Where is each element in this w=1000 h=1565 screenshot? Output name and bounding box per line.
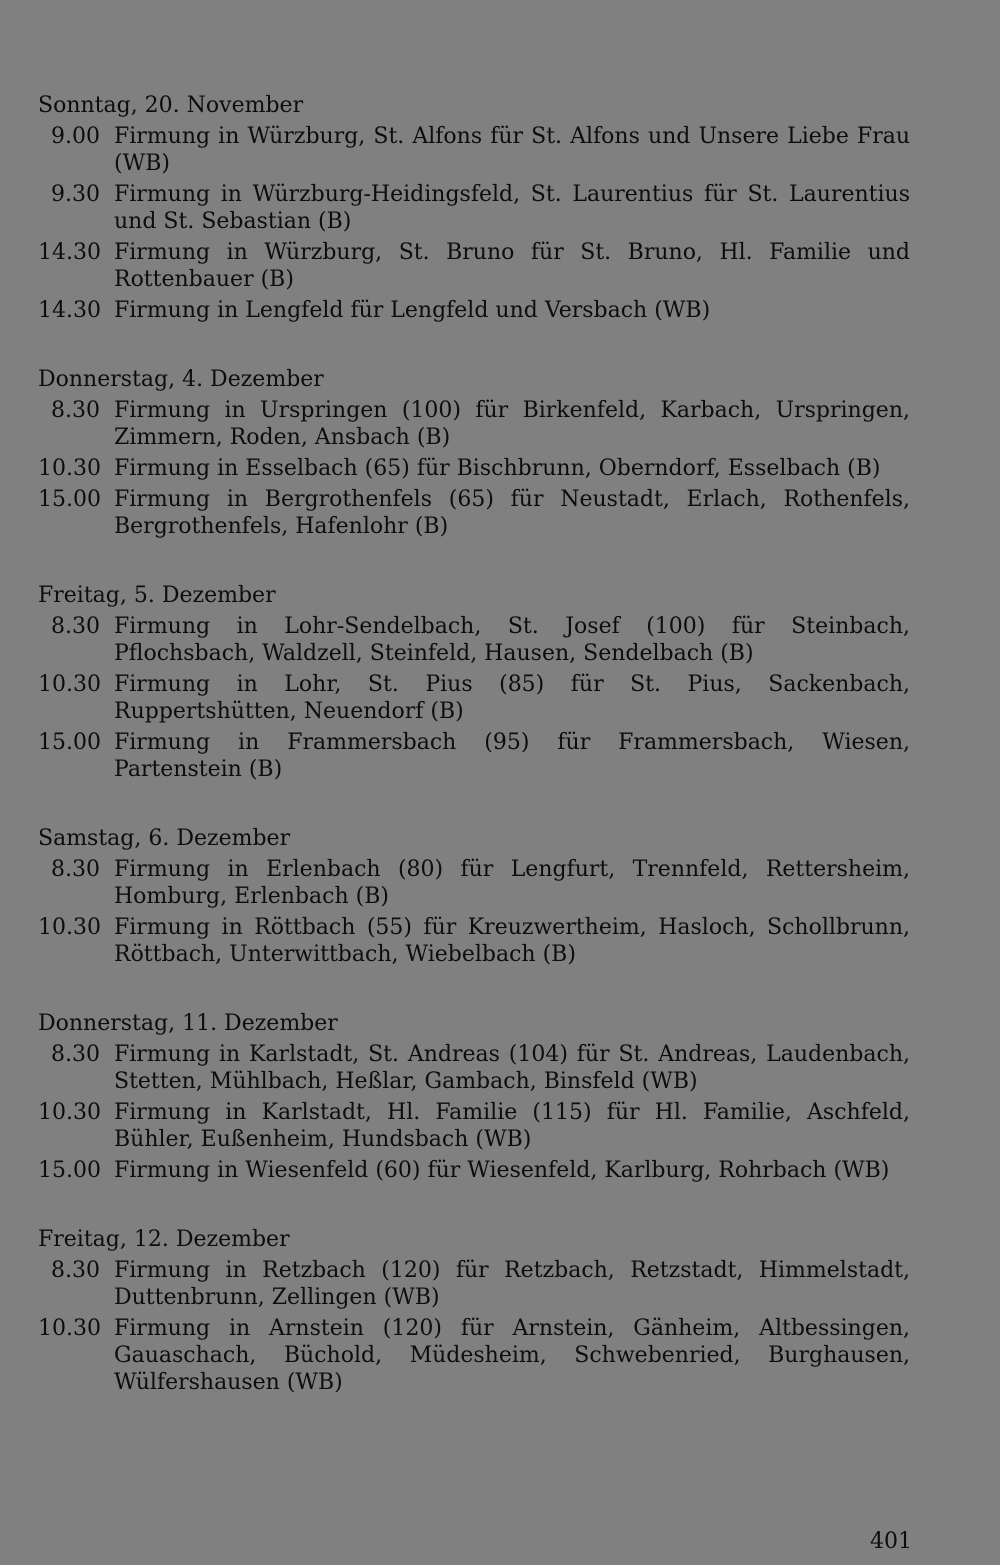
entry-time: 8.30 <box>51 398 100 423</box>
day-heading: Freitag, 5. Dezember <box>38 583 276 608</box>
schedule-entry <box>38 1099 910 1153</box>
entry-text: Firmung in Lengfeld für Lengfeld und Versbach (WB) <box>114 298 711 323</box>
entry-time: 15.00 <box>38 730 101 755</box>
entry-text: Firmung in Esselbach (65) für Bischbrunn, Oberndorf, Esselbach (B) <box>114 456 881 481</box>
entry-time: 8.30 <box>51 614 100 639</box>
schedule-entry <box>38 239 910 293</box>
schedule-entry <box>38 455 910 482</box>
entry-time: 15.00 <box>38 1158 101 1183</box>
page-number: 401 <box>870 1529 912 1554</box>
entry-time: 14.30 <box>38 298 101 323</box>
entry-text: Firmung in Bergrothenfels (65) für Neustadt, Erlach, Rothenfels, Bergrothenfels, Hafenlohr (B) <box>114 487 910 539</box>
entry-time: 9.30 <box>51 182 100 207</box>
schedule-entry <box>38 1157 910 1184</box>
entry-time: 8.30 <box>51 1042 100 1067</box>
entry-time: 10.30 <box>38 1316 101 1341</box>
entry-time: 8.30 <box>51 1258 100 1283</box>
entry-time: 10.30 <box>38 1100 101 1125</box>
schedule-entry <box>38 397 910 451</box>
day-section <box>38 825 910 968</box>
day-section <box>38 582 910 783</box>
entry-time: 8.30 <box>51 857 100 882</box>
schedule-entry <box>38 181 910 235</box>
entry-time: 10.30 <box>38 672 101 697</box>
schedule-entry <box>38 297 910 324</box>
day-section <box>38 366 910 540</box>
entry-text: Firmung in Röttbach (55) für Kreuzwertheim, Hasloch, Schollbrunn, Röttbach, Unterwittbach, Wiebelbach (B) <box>114 915 910 967</box>
day-heading: Donnerstag, 4. Dezember <box>38 367 324 392</box>
schedule-entry <box>38 613 910 667</box>
day-section <box>38 1010 910 1184</box>
entry-text: Firmung in Retzbach (120) für Retzbach, Retzstadt, Himmelstadt, Duttenbrunn, Zellingen (WB) <box>114 1258 910 1310</box>
schedule-entry <box>38 1315 910 1396</box>
entry-text: Firmung in Karlstadt, Hl. Familie (115) für Hl. Familie, Aschfeld, Bühler, Eußenheim, Hundsbach (WB) <box>114 1100 910 1152</box>
entry-time: 9.00 <box>51 124 100 149</box>
entry-text: Firmung in Frammersbach (95) für Frammersbach, Wiesen, Partenstein (B) <box>114 730 910 782</box>
day-heading: Freitag, 12. Dezember <box>38 1227 290 1252</box>
entry-text: Firmung in Würzburg, St. Alfons für St. Alfons und Unsere Liebe Frau (WB) <box>114 124 910 176</box>
schedule-entry <box>38 1041 910 1095</box>
day-heading: Donnerstag, 11. Dezember <box>38 1011 338 1036</box>
entry-text: Firmung in Karlstadt, St. Andreas (104) für St. Andreas, Laudenbach, Stetten, Mühlbach, Heßlar, Gambach, Binsfeld (WB) <box>114 1042 910 1094</box>
schedule <box>38 92 910 1396</box>
entry-time: 14.30 <box>38 240 101 265</box>
entry-text: Firmung in Lohr-Sendelbach, St. Josef (100) für Steinbach, Pflochsbach, Waldzell, Steinfeld, Hausen, Sendelbach (B) <box>114 614 910 666</box>
entry-text: Firmung in Urspringen (100) für Birkenfeld, Karbach, Urspringen, Zimmern, Roden, Ansbach (B) <box>114 398 910 450</box>
entry-time: 10.30 <box>38 915 101 940</box>
schedule-entry <box>38 729 910 783</box>
entry-time: 10.30 <box>38 456 101 481</box>
entry-text: Firmung in Arnstein (120) für Arnstein, Gänheim, Altbessingen, Gauaschach, Büchold, Müdesheim, Schwebenried, Burghausen, Wülfershausen (WB) <box>114 1316 910 1395</box>
schedule-entry <box>38 486 910 540</box>
day-heading: Sonntag, 20. November <box>38 93 304 118</box>
entry-text: Firmung in Würzburg, St. Bruno für St. Bruno, Hl. Familie und Rottenbauer (B) <box>114 240 910 292</box>
entry-text: Firmung in Würzburg-Heidingsfeld, St. Laurentius für St. Laurentius und St. Sebastian (B) <box>114 182 910 234</box>
schedule-entry <box>38 1257 910 1311</box>
entry-text: Firmung in Wiesenfeld (60) für Wiesenfeld, Karlburg, Rohrbach (WB) <box>114 1158 890 1183</box>
schedule-entry <box>38 123 910 177</box>
schedule-entry <box>38 914 910 968</box>
day-section <box>38 92 910 324</box>
schedule-entry <box>38 671 910 725</box>
day-section <box>38 1226 910 1396</box>
day-heading: Samstag, 6. Dezember <box>38 826 291 851</box>
entry-text: Firmung in Erlenbach (80) für Lengfurt, Trennfeld, Rettersheim, Homburg, Erlenbach (B) <box>114 857 910 909</box>
entry-time: 15.00 <box>38 487 101 512</box>
schedule-entry <box>38 856 910 910</box>
entry-text: Firmung in Lohr, St. Pius (85) für St. Pius, Sackenbach, Ruppertshütten, Neuendorf (B) <box>114 672 910 724</box>
